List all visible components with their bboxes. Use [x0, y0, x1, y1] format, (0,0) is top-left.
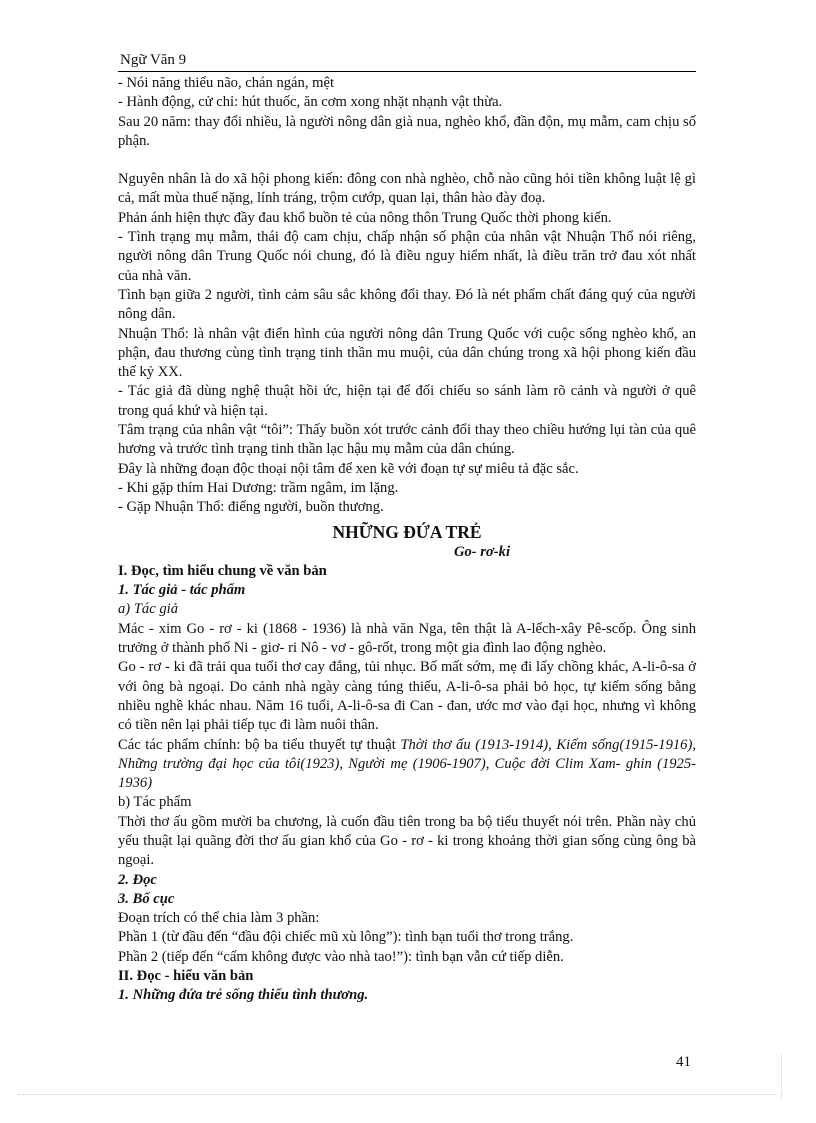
works-lead: Các tác phẩm chính: bộ ba tiểu thuyết tự thuật: [118, 736, 401, 753]
section-title: NHỮNG ĐỨA TRẺ: [332, 521, 482, 542]
heading-section-1: I. Đọc, tìm hiểu chung về văn bản: [118, 562, 327, 579]
author-name: Go- rơ-ki: [453, 543, 511, 560]
paragraph: Đây là những đoạn độc thoại nội tâm để xen kẽ với đoạn tự sự miêu tả đặc sắc.: [118, 460, 579, 477]
header-title: Ngữ Văn 9: [120, 52, 187, 68]
paragraph: - Tình trạng mụ mẫm, thái độ cam chịu, chấp nhận số phận của nhân vật Nhuận Thổ nói riêng, người nông dân Trung Quốc nói chung, đó là điều nguy hiểm nhất, là điều trăn trở đau xót nhất của nhà văn.: [118, 229, 696, 284]
paragraph: - Hành động, cử chỉ: hút thuốc, ăn cơm xong nhặt nhạnh vật thừa.: [118, 94, 503, 111]
page-border-right: [781, 1055, 782, 1100]
paragraph: Go - rơ - ki đã trải qua tuổi thơ cay đắng, tủi nhục. Bố mất sớm, mẹ đi lấy chồng khác, A-li-ô-sa ở với ông bà ngoại. Do cảnh nhà ngày càng túng thiếu, A-li-ô-sa phải bỏ học, tự kiếm sống bằng nhiều nghề khác nhau. Năm 16 tuổi, A-li-ô-sa đi Can - đan, ước mơ vào đại học, nhưng vì không có tiền nên lại phải tiếp tục đi làm nuôi thân.: [118, 659, 696, 734]
paragraph: Nguyên nhân là do xã hội phong kiến: đông con nhà nghèo, chỗ nào cũng hỏi tiền không luật lệ gì cả, mất mùa thuế nặng, lính tráng, trộm cướp, quan lại, thân hào đày đoạ.: [118, 171, 696, 207]
paragraph: - Nói năng thiểu não, chán ngán, mệt: [118, 75, 335, 91]
paragraph: Tình bạn giữa 2 người, tình cảm sâu sắc không đổi thay. Đó là nét phẩm chất đáng quý của người nông dân.: [118, 286, 696, 323]
heading-reading: 2. Đọc: [118, 871, 157, 888]
paragraph: Nhuận Thổ: là nhân vật điển hình của người nông dân Trung Quốc với cuộc sống nghèo khổ, an phận, đau thương cùng tình trạng tinh thần mu muội, của dân chúng trong xã hội phong kiến đầu thế kỷ XX.: [118, 325, 696, 381]
heading-section-2: II. Đọc - hiểu văn bản: [118, 968, 254, 985]
page-number: 41: [676, 1054, 691, 1070]
paragraph: Phần 2 (tiếp đến “cấm không được vào nhà tao!”): tình bạn vẫn cứ tiếp diễn.: [118, 948, 564, 965]
paragraph: - Khi gặp thím Hai Dương: trầm ngâm, im lặng.: [118, 479, 399, 496]
document-body: [118, 74, 696, 1006]
heading-work: b) Tác phẩm: [118, 794, 192, 811]
paragraph: - Gặp Nhuận Thổ: điếng người, buồn thương.: [118, 499, 384, 516]
works-list: Thời thơ ấu (1913-1914), Kiếm sống(1915-1916), Những trường đại học của tôi(1923), Người mẹ (1906-1907), Cuộc đời Clim Xam- ghin (1925-1936): [118, 736, 696, 792]
paragraph: Sau 20 năm: thay đổi nhiều, là người nông dân già nua, nghèo khổ, đần độn, mụ mẫm, cam chịu số phận.: [118, 113, 696, 149]
header-rule: [118, 71, 696, 72]
paragraph: Phần 1 (từ đầu đến “đầu đội chiếc mũ xù lông”): tình bạn tuổi thơ trong trắng.: [118, 929, 574, 946]
heading-author-work: 1. Tác giả - tác phẩm: [118, 582, 246, 599]
paragraph: Mác - xim Go - rơ - ki (1868 - 1936) là nhà văn Nga, tên thật là A-lếch-xây Pê-scốp. Ông sinh trưởng ở thành phố Ni - giơ- ri Nô - vơ - gô-rốt, trong một gia đình lao động nghèo.: [118, 620, 696, 657]
paragraph-works: [118, 736, 696, 794]
paragraph: Đoạn trích có thể chia làm 3 phần:: [118, 910, 320, 927]
heading-children: 1. Những đứa trẻ sống thiếu tình thương.: [118, 987, 369, 1004]
heading-structure: 3. Bố cục: [118, 890, 175, 907]
paragraph: Tâm trạng của nhân vật “tôi”: Thấy buồn xót trước cảnh đổi thay theo chiều hướng lụi tàn của quê hương và trước tình trạng tinh thần lạc hậu mụ mẫm của dân chúng.: [118, 422, 696, 458]
paragraph: Phản ánh hiện thực đầy đau khổ buồn tẻ của nông thôn Trung Quốc thời phong kiến.: [118, 209, 612, 226]
blank-line: [118, 151, 696, 170]
heading-author: a) Tác giả: [118, 601, 178, 618]
paragraph: - Tác giả đã dùng nghệ thuật hồi ức, hiện tại để đối chiếu so sánh làm rõ cảnh và người ở quê trong quá khứ và hiện tại.: [118, 383, 696, 419]
page-border-bottom: [18, 1094, 778, 1095]
paragraph: Thời thơ ấu gồm mười ba chương, là cuốn đầu tiên trong ba bộ tiểu thuyết nói trên. Phần này chủ yếu thuật lại quãng đời thơ ấu gian khổ của Go - rơ - ki trong khoảng thời gian sống cùng ông bà ngoại.: [118, 813, 696, 869]
